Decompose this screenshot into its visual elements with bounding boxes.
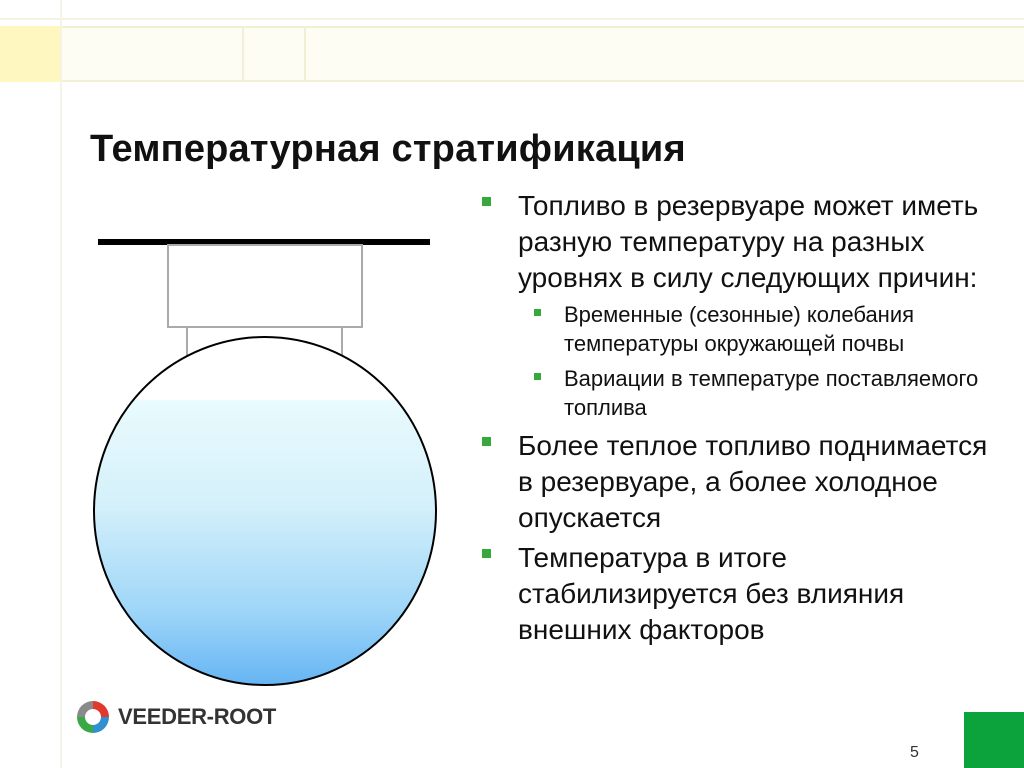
left-guide-line: [60, 0, 62, 768]
header-band: [60, 26, 1024, 82]
bullet-item: [480, 540, 1000, 648]
bullet-item: [480, 428, 1000, 536]
sub-bullet-text: Вариации в температуре поставляемого топлива: [564, 366, 979, 420]
header-accent-block: [0, 26, 60, 82]
slide-title: Температурная стратификация: [90, 128, 686, 170]
bullet-text: Топливо в резервуаре может иметь разную температуру на разных уровнях в силу следующих причин:: [518, 190, 979, 293]
bullet-list: [480, 188, 1000, 652]
header-band-divider: [242, 26, 244, 82]
bullet-square-icon: [534, 373, 541, 380]
bullet-text: Более теплое топливо поднимается в резервуаре, а более холодное опускается: [518, 430, 988, 533]
bullet-item: [480, 188, 1000, 296]
sub-bullet-text: Временные (сезонные) колебания температуры окружающей почвы: [564, 302, 915, 356]
bullet-square-icon: [482, 549, 491, 558]
corner-accent-block: [964, 712, 1024, 768]
veeder-root-logo-icon: [74, 698, 112, 736]
fuel-liquid: [88, 400, 448, 698]
bullet-text: Температура в итоге стабилизируется без влияния внешних факторов: [518, 542, 905, 645]
header-band-divider: [304, 26, 306, 82]
bullet-square-icon: [482, 197, 491, 206]
top-rule: [0, 18, 1024, 20]
logo-text: VEEDER-ROOT: [118, 704, 277, 729]
bullet-square-icon: [482, 437, 491, 446]
sub-bullet-item: [480, 364, 1000, 422]
page-number: 5: [910, 744, 919, 761]
sub-bullet-item: [480, 300, 1000, 358]
company-logo: [74, 698, 276, 736]
bullet-square-icon: [534, 309, 541, 316]
tank-diagram-icon: [88, 228, 448, 698]
tank-manhole: [168, 245, 362, 327]
